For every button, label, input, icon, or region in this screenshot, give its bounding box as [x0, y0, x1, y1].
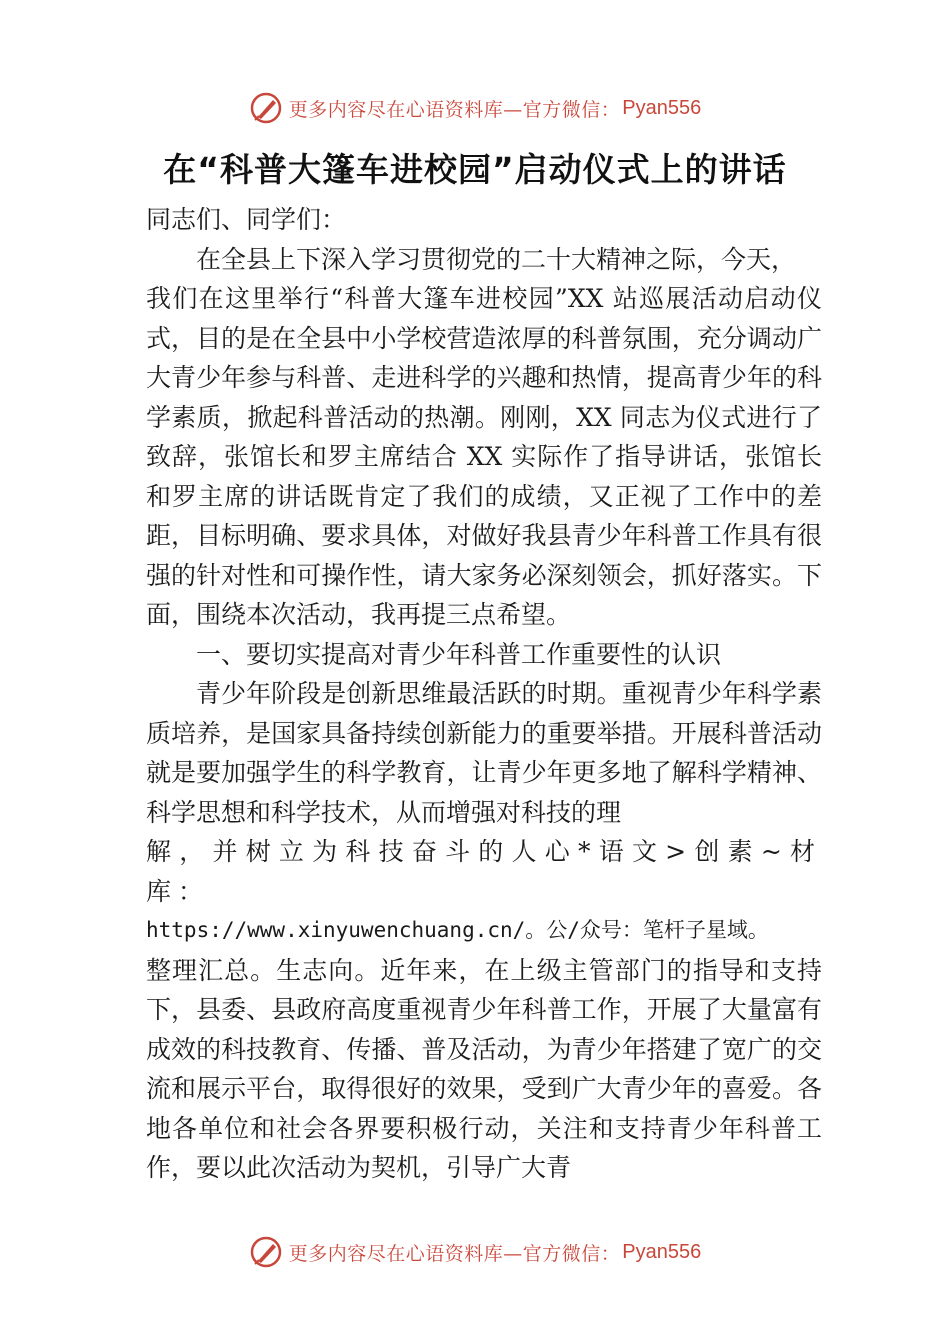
document-title: 在“科普大篷车进校园”启动仪式上的讲话 [163, 150, 787, 189]
header-banner [0, 88, 950, 128]
watermark-url-line: https://www.xinyuwenchuang.cn/。公/众号：笔杆子星域。 [146, 918, 769, 942]
salutation: 同志们、同学们： [146, 205, 347, 234]
paragraph-watermark-line: 解，并树立为科技奋斗的人心*语文>创素~材库： [146, 837, 822, 906]
paragraph-intro-line: 在全县上下深入学习贯彻党的二十大精神之际，今天， [196, 244, 797, 274]
paragraph-intro: 我们在这里举行“科普大篷车进校园”XX 站巡展活动启动仪式，目的是在全县中小学校营造浓厚的科普氛围，充分调动广大青少年参与科普、走进科学的兴趣和热情，提高青少年的科学素质，掀起科普活动的热潮。刚刚，XX 同志为仪式进行了致辞，张馆长和罗主席结合 XX 实际作了指导讲话，张馆长和罗主席的讲话既肯定了我们的成绩，又正视了工作中的差距，目标明确、要求具体，对做好我县青少年科普工作具有很强的针对性和可操作性，请大家务必深刻领会，抓好落实。下面，围绕本次活动，我再提三点希望。 [146, 284, 822, 629]
footer-banner [0, 1232, 950, 1272]
paragraph-section-1-cont: 整理汇总。生志向。近年来，在上级主管部门的指导和支持下，县委、县政府高度重视青少年科普工作，开展了大量富有成效的科技教育、传播、普及活动，为青少年搭建了宽广的交流和展示平台，取得很好的效果，受到广大青少年的喜爱。各地各单位和社会各界要积极行动，关注和支持青少年科普工作，要以此次活动为契机，引导广大青 [146, 955, 822, 1182]
section-heading-1: 一、要切实提高对青少年科普工作重要性的认识 [196, 639, 722, 669]
document-body [146, 200, 822, 1188]
footer-wechat-id: Pyan556 [622, 1240, 702, 1263]
pen-nib-logo-icon [249, 1235, 283, 1269]
footer-banner-text: 更多内容尽在心语资料库—官方微信： [288, 1242, 621, 1265]
pen-nib-logo-icon [249, 91, 283, 125]
header-banner-text: 更多内容尽在心语资料库—官方微信： [288, 98, 621, 121]
header-wechat-id: Pyan556 [622, 96, 702, 119]
paragraph-section-1: 青少年阶段是创新思维最活跃的时期。重视青少年科学素质培养，是国家具备持续创新能力的重要举措。开展科普活动就是要加强学生的科学教育，让青少年更多地了解科学精神、科学思想和科学技术，从而增强对科技的理 [146, 679, 822, 827]
